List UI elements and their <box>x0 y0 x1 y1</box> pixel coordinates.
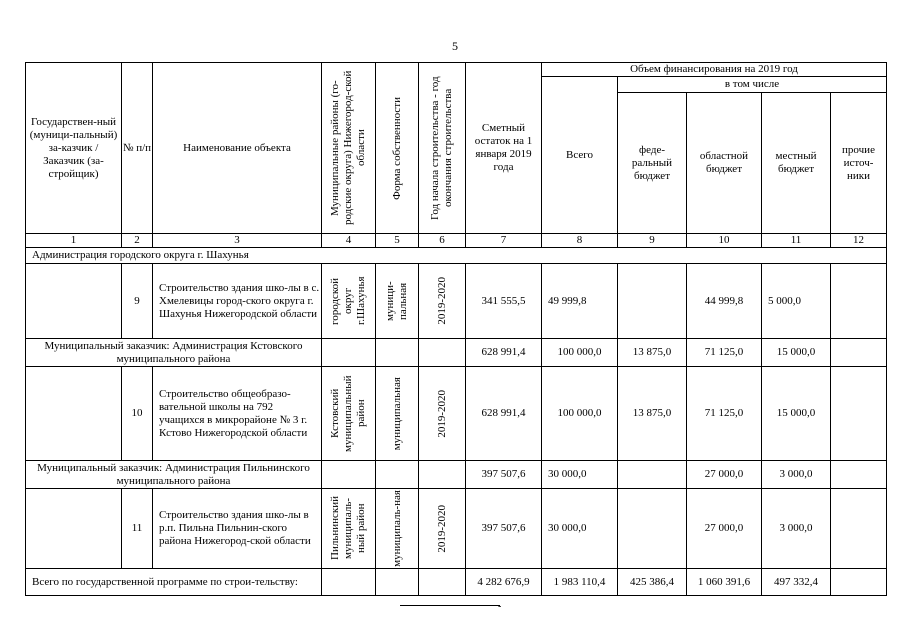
totals-local: 497 332,4 <box>761 568 831 596</box>
row-balance: 628 991,4 <box>465 366 542 461</box>
table-cell-empty <box>418 460 466 489</box>
table-cell-empty <box>418 568 466 596</box>
table-cell-empty <box>830 338 887 367</box>
totals-total: 1 983 110,4 <box>541 568 618 596</box>
section-local: 15 000,0 <box>761 338 831 367</box>
row-total: 30 000,0 <box>541 488 618 569</box>
row-num: 10 <box>121 366 153 461</box>
header-other: прочие источ-ники <box>830 92 887 234</box>
header-ownership: Форма собственности <box>375 62 419 234</box>
col-number: 6 <box>418 233 466 248</box>
row-district: Пильнинский муниципаль-ный район <box>321 488 376 569</box>
table-cell-empty <box>25 263 122 339</box>
section-federal: 13 875,0 <box>617 338 687 367</box>
totals-balance: 4 282 676,9 <box>465 568 542 596</box>
col-number: 11 <box>761 233 831 248</box>
col-number: 3 <box>152 233 322 248</box>
footer-dash: - <box>498 601 502 612</box>
row-years: 2019-2020 <box>418 263 466 339</box>
section-title: Муниципальный заказчик: Администрация Кстовского муниципального района <box>25 338 322 367</box>
row-years: 2019-2020 <box>418 366 466 461</box>
totals-label: Всего по государственной программе по строи-тельству: <box>25 568 322 596</box>
section-federal <box>617 460 687 489</box>
row-local: 5 000,0 <box>761 263 831 339</box>
section-regional: 27 000,0 <box>686 460 762 489</box>
row-balance: 397 507,6 <box>465 488 542 569</box>
row-object-name: Строительство здания шко-лы в р.п. Пильна Пильнин-ского района Нижегород-ской области <box>152 488 322 569</box>
header-local: местный бюджет <box>761 92 831 234</box>
row-object-name: Строительство общеобразо-вательной школы на 792 учащихся в микрорайоне № 3 г. Кстово Нижегородской области <box>152 366 322 461</box>
row-federal <box>617 263 687 339</box>
header-including: в том числе <box>617 76 887 93</box>
table-cell-empty <box>418 338 466 367</box>
row-regional: 27 000,0 <box>686 488 762 569</box>
row-regional: 44 999,8 <box>686 263 762 339</box>
section-title: Администрация городского округа г. Шахунья <box>25 247 887 264</box>
section-total: 30 000,0 <box>541 460 618 489</box>
table-cell-empty <box>321 338 376 367</box>
row-other <box>830 263 887 339</box>
row-balance: 341 555,5 <box>465 263 542 339</box>
row-num: 11 <box>121 488 153 569</box>
col-number: 4 <box>321 233 376 248</box>
table-cell-empty <box>321 568 376 596</box>
row-district: Кстовский муниципальный район <box>321 366 376 461</box>
col-number: 10 <box>686 233 762 248</box>
header-funding-group: Объем финансирования на 2019 год <box>541 62 887 77</box>
col-number: 9 <box>617 233 687 248</box>
section-regional: 71 125,0 <box>686 338 762 367</box>
header-districts: Муниципальные районы (го-родские округа) Нижегород-ской области <box>321 62 376 234</box>
table-cell-empty <box>25 488 122 569</box>
table-cell-empty <box>375 568 419 596</box>
header-customer: Государствен-ный (муници-пальный) за-казчик / Заказчик (за-стройщик) <box>25 62 122 234</box>
row-regional: 71 125,0 <box>686 366 762 461</box>
row-years: 2019-2020 <box>418 488 466 569</box>
row-ownership: муниципаль-ная <box>375 488 419 569</box>
table-cell-empty <box>25 366 122 461</box>
section-title: Муниципальный заказчик: Администрация Пильнинского муниципального района <box>25 460 322 489</box>
row-num: 9 <box>121 263 153 339</box>
col-number: 12 <box>830 233 887 248</box>
row-total: 100 000,0 <box>541 366 618 461</box>
row-district: городской округ г.Шахунья <box>321 263 376 339</box>
row-object-name: Строительство здания шко-лы в с. Хмелевицы город-ского округа г. Шахунья Нижегородской области <box>152 263 322 339</box>
footer-rule <box>400 605 500 606</box>
section-local: 3 000,0 <box>761 460 831 489</box>
col-number: 5 <box>375 233 419 248</box>
row-local: 3 000,0 <box>761 488 831 569</box>
header-balance: Сметный остаток на 1 января 2019 года <box>465 62 542 234</box>
header-regional: областной бюджет <box>686 92 762 234</box>
table-cell-empty <box>375 338 419 367</box>
col-number: 8 <box>541 233 618 248</box>
row-ownership: муниципальная <box>375 366 419 461</box>
header-years: Год начала строительства - год окончания строительства <box>418 62 466 234</box>
row-other <box>830 366 887 461</box>
header-federal: феде-ральный бюджет <box>617 92 687 234</box>
row-federal <box>617 488 687 569</box>
row-other <box>830 488 887 569</box>
section-total: 100 000,0 <box>541 338 618 367</box>
totals-regional: 1 060 391,6 <box>686 568 762 596</box>
col-number: 7 <box>465 233 542 248</box>
section-balance: 628 991,4 <box>465 338 542 367</box>
section-balance: 397 507,6 <box>465 460 542 489</box>
row-federal: 13 875,0 <box>617 366 687 461</box>
row-local: 15 000,0 <box>761 366 831 461</box>
col-number: 1 <box>25 233 122 248</box>
row-ownership: муници-пальная <box>375 263 419 339</box>
totals-federal: 425 386,4 <box>617 568 687 596</box>
header-num: № п/п <box>121 62 153 234</box>
table-cell-empty <box>830 460 887 489</box>
col-number: 2 <box>121 233 153 248</box>
table-cell-empty <box>321 460 376 489</box>
header-object-name: Наименование объекта <box>152 62 322 234</box>
header-total: Всего <box>541 76 618 234</box>
totals-other <box>830 568 887 596</box>
table-cell-empty <box>375 460 419 489</box>
page-number: 5 <box>452 39 458 53</box>
row-total: 49 999,8 <box>541 263 618 339</box>
